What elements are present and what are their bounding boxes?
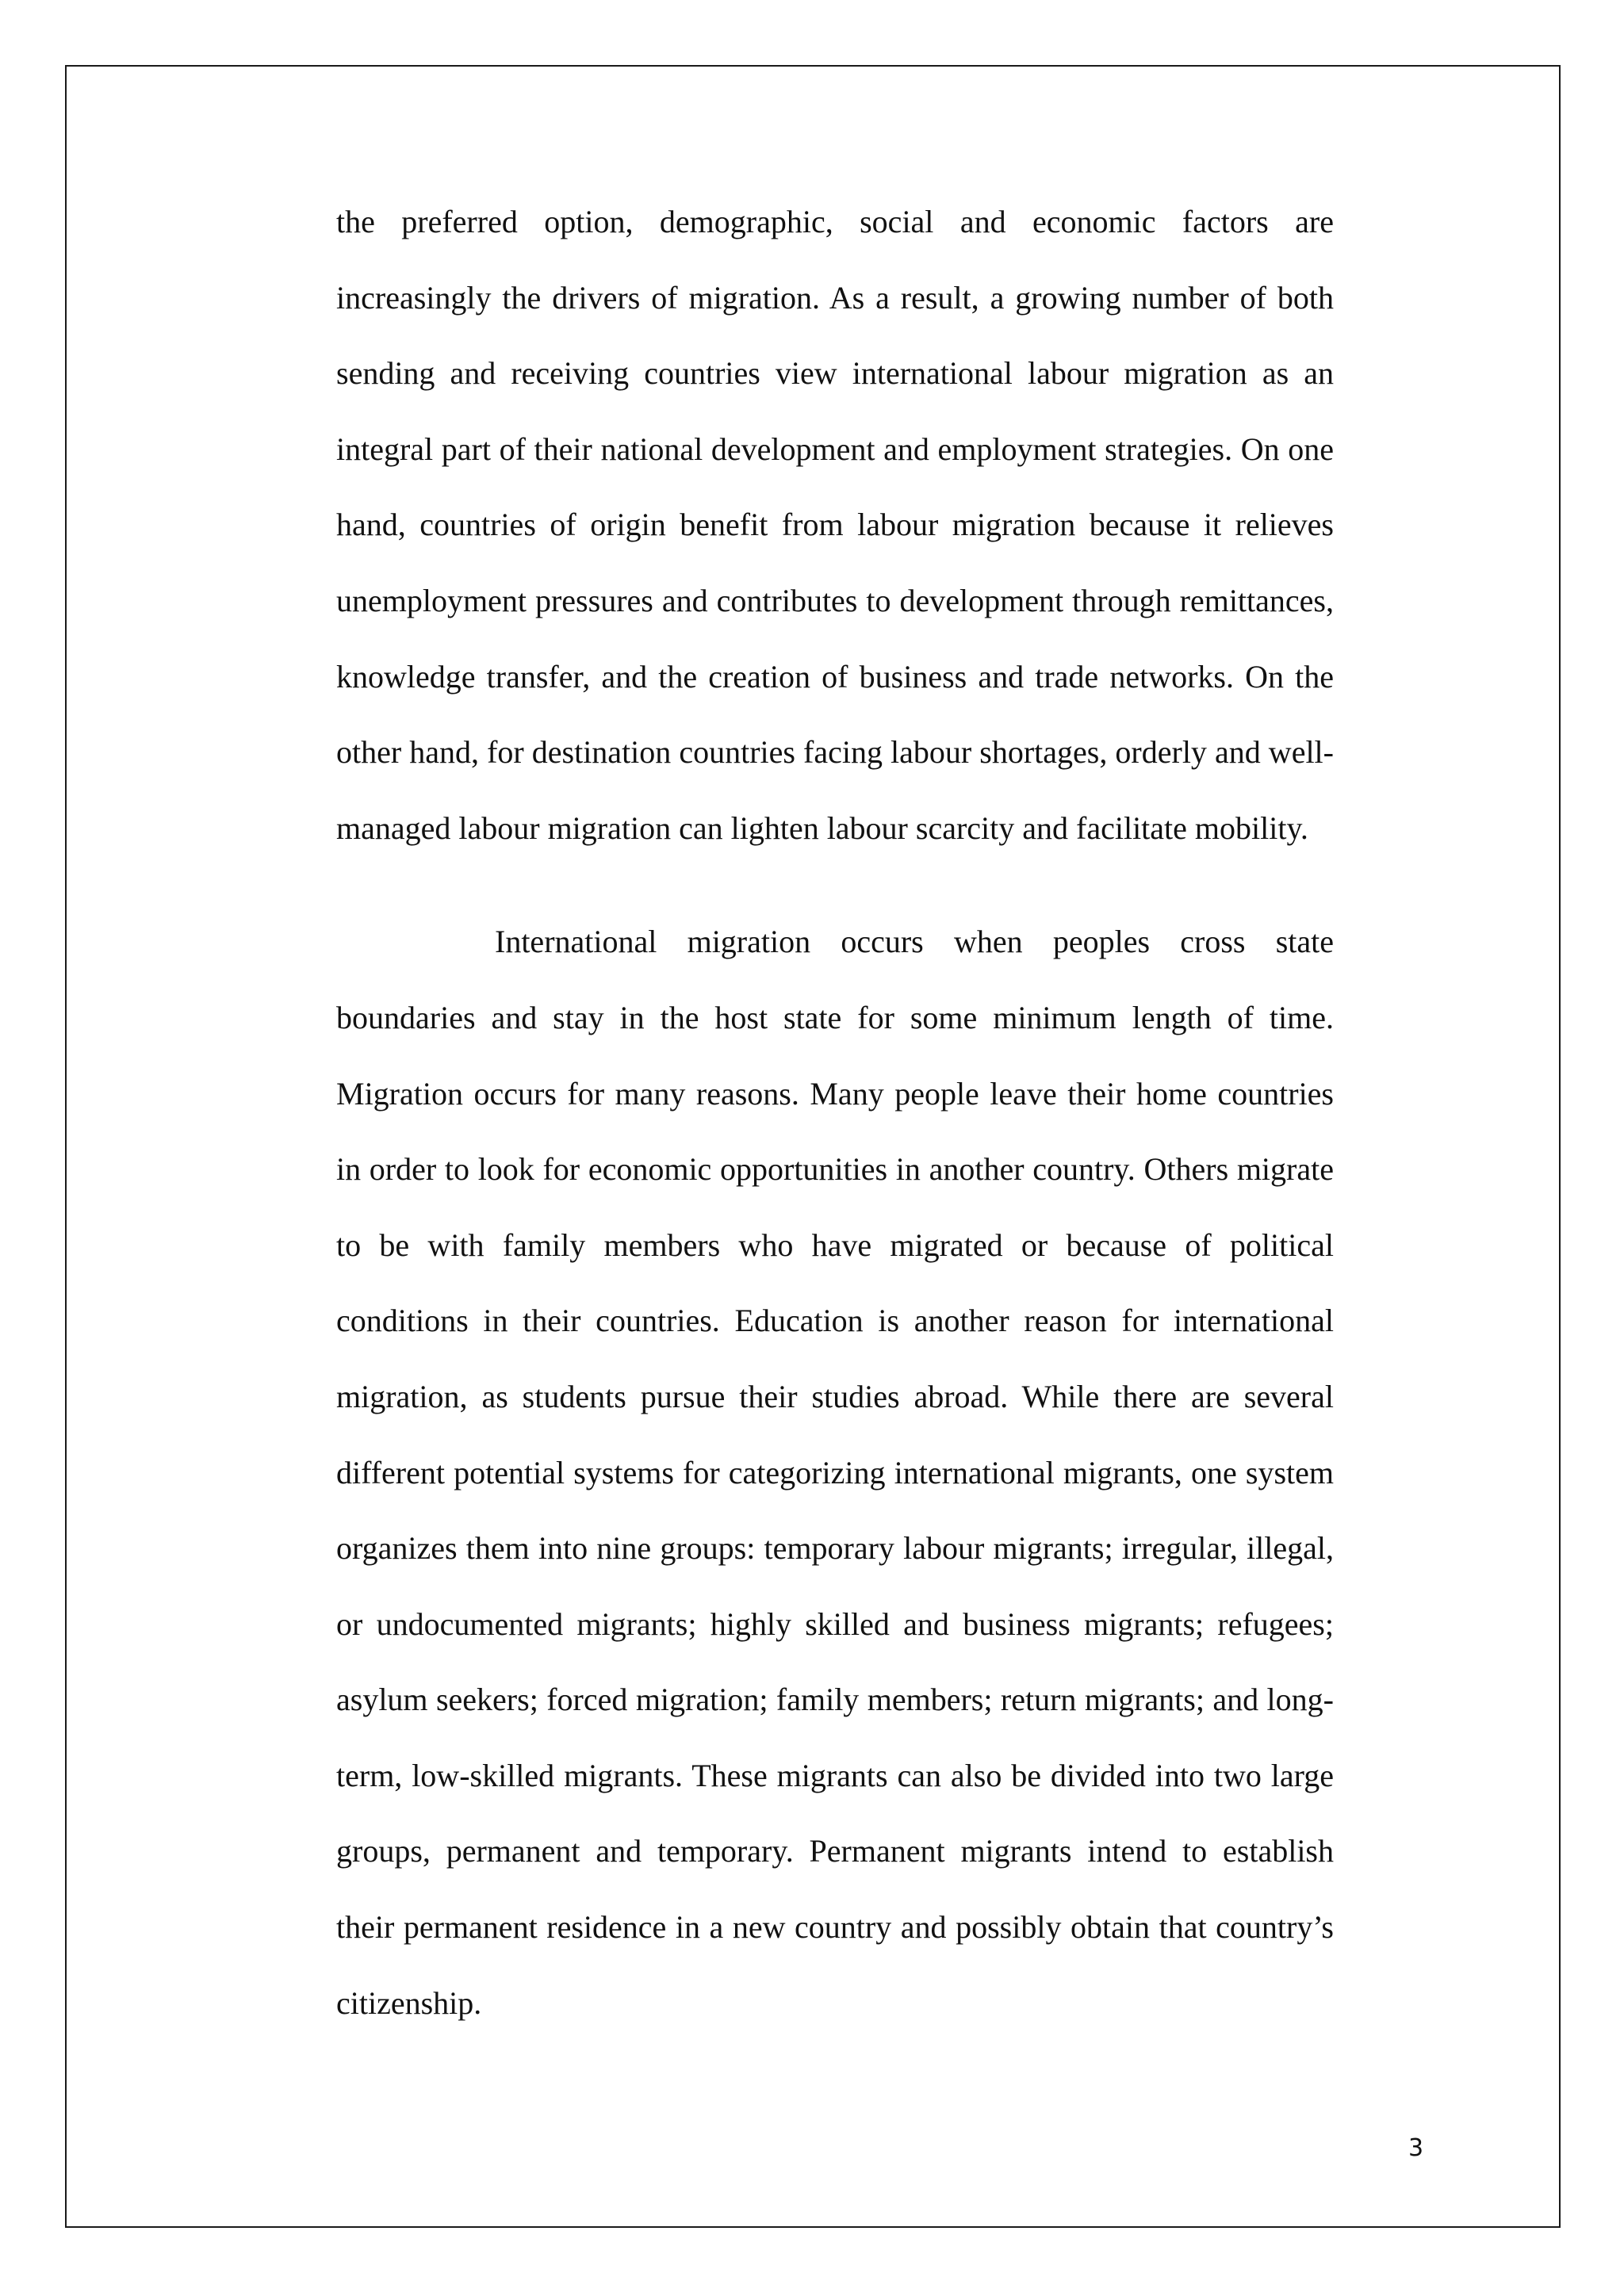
- document-body: [336, 184, 1334, 2041]
- paragraph-2: International migration occurs when peoples cross state boundaries and stay in the host state for some minimum length of time. Migration occurs for many reasons. Many people leave their home countries in order to look for economic opportunities in another country. Others migrate to be with family members who have migrated or because of political conditions in their countries. Education is another reason for international migration, as students pursue their studies abroad. While there are several different potential systems for categorizing international migrants, one system organizes them into nine groups: temporary labour migrants; irregular, illegal, or undocumented migrants; highly skilled and business migrants; refugees; asylum seekers; forced migration; family members; return migrants; and long-term, low-skilled migrants. These migrants can also be divided into two large groups, permanent and temporary. Permanent migrants intend to establish their permanent residence in a new country and possibly obtain that country’s citizenship.: [336, 924, 1334, 2021]
- page-number: 3: [1408, 2134, 1424, 2162]
- paragraph-1: the preferred option, demographic, social and economic factors are increasingly the drivers of migration. As a result, a growing number of both sending and receiving countries view international labour migration as an integral part of their national development and employment strategies. On one hand, countries of origin benefit from labour migration because it relieves unemployment pressures and contributes to development through remittances, knowledge transfer, and the creation of business and trade networks. On the other hand, for destination countries facing labour shortages, orderly and well-managed labour migration can lighten labour scarcity and facilitate mobility.: [336, 204, 1334, 846]
